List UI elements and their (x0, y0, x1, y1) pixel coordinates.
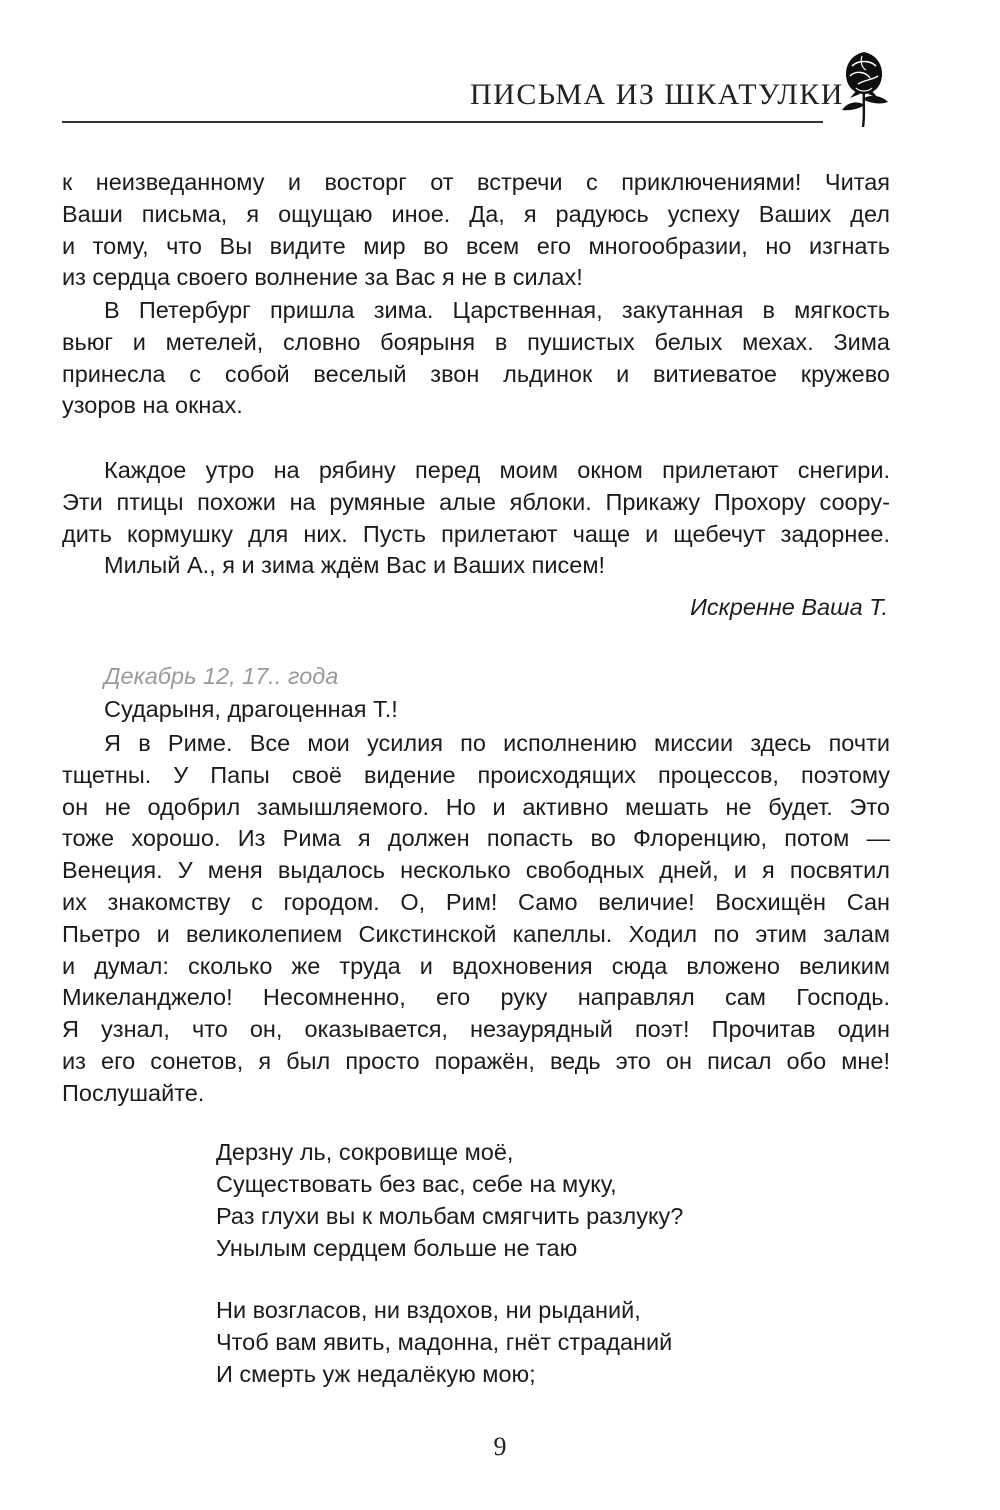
letter-greeting: Сударыня, драгоценная Т.! (104, 696, 398, 722)
poem-line: Существовать без вас, себе на муку, (216, 1171, 617, 1197)
text-line: тоже хорошо. Из Рима я должен попасть во Флоренцию, потом — (62, 825, 890, 852)
paragraph-bullfinches (62, 455, 890, 582)
text-line: Венеция. У меня выдалось несколько свободных дней, и я посвятил (62, 857, 890, 884)
text-line: тщетны. У Папы своё видение происходящих процессов, поэтому (62, 761, 890, 788)
poem-line: И смерть уж недалёкую мою; (216, 1361, 536, 1387)
text-line: и тому, что Вы видите мир во всем его многообразии, но изгнать (62, 232, 890, 259)
text-line: из его сонетов, я был просто поражён, ведь это он писал обо мне! (62, 1047, 890, 1074)
text-line: вьюг и метелей, словно боярыня в пушистых белых мехах. Зима (62, 328, 890, 355)
poem-stanza-1 (216, 1136, 683, 1264)
letter-date: Декабрь 12, 17.. года (104, 663, 339, 689)
text-line: Каждое утро на рябину перед моим окном прилетают снегири. (104, 457, 890, 483)
text-line: Эти птицы похожи на румяные алые яблоки. Прикажу Прохору соору- (62, 488, 890, 515)
running-header-title: ПИСЬМА ИЗ ШКАТУЛКИ (470, 78, 844, 111)
poem-line: Унылым сердцем больше не таю (216, 1235, 578, 1261)
poem-line: Чтоб вам явить, мадонна, гнёт страданий (216, 1329, 673, 1355)
text-line: Пьетро и великолепием Сикстинской капеллы. Ходил по этим залам (62, 920, 890, 947)
text-line: Я в Риме. Все мои усилия по исполнению миссии здесь почти (104, 730, 890, 756)
signature: Искренне Ваша Т. (690, 594, 888, 620)
header-rule (62, 121, 823, 123)
text-line: и думал: сколько же труда и вдохновения сюда вложено великим (62, 952, 890, 979)
poem-stanza-2 (216, 1294, 672, 1390)
text-line: из сердца своего волнение за Вас я не в силах! (62, 264, 583, 291)
paragraph-continuation (62, 167, 890, 294)
paragraph-winter (62, 295, 890, 422)
text-line: он не одобрил замышляемого. Но и активно мешать не будет. Это (62, 793, 890, 820)
text-line: Ваши письма, я ощущаю иное. Да, я радуюсь успеху Ваших дел (62, 200, 890, 227)
text-line: дить кормушку для них. Пусть прилетают чаще и щебечут задорнее. (62, 520, 890, 547)
page-number: 9 (493, 1432, 507, 1461)
rose-icon (836, 48, 892, 128)
letter-body (62, 728, 890, 1110)
text-line: Послушайте. (62, 1079, 205, 1106)
poem-line: Ни возгласов, ни вздохов, ни рыданий, (216, 1297, 641, 1323)
text-line: Милый А., я и зима ждём Вас и Ваших писем! (104, 552, 606, 579)
text-line: принесла с собой веселый звон льдинок и витиеватое кружево (62, 360, 890, 387)
poem-line: Раз глухи вы к мольбам смягчить разлуку? (216, 1203, 684, 1229)
text-line: их знакомству с городом. О, Рим! Само величие! Восхищён Сан (62, 888, 890, 915)
poem-line: Дерзну ль, сокровище моё, (216, 1139, 514, 1165)
text-line: к неизведанному и восторг от встречи с приключениями! Читая (62, 169, 890, 195)
text-line: Я узнал, что он, оказывается, незаурядный поэт! Прочитав один (62, 1016, 890, 1043)
text-line: узоров на окнах. (62, 392, 243, 419)
text-line: Микеланджело! Несомненно, его руку направлял сам Господь. (62, 984, 890, 1011)
text-line: В Петербург пришла зима. Царственная, закутанная в мягкость (104, 297, 890, 323)
